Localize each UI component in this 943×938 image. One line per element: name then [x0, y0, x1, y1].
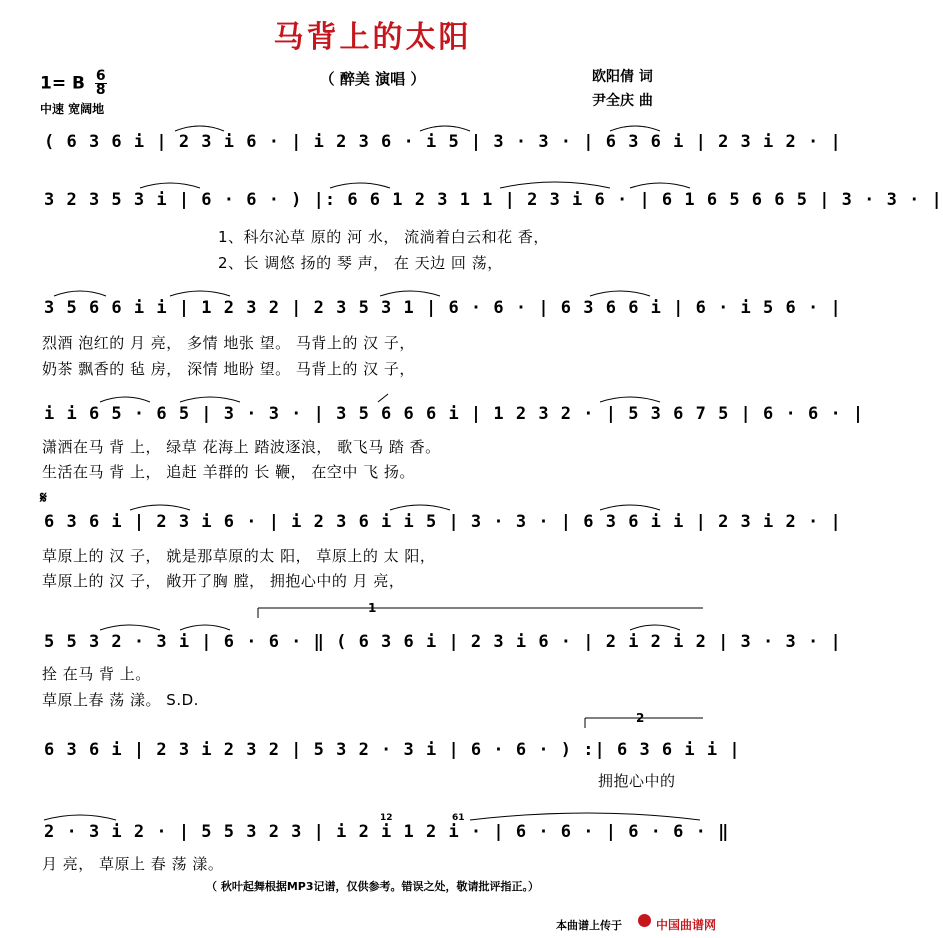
volta-2-label: 2	[636, 711, 645, 725]
grace-note-2: 61	[452, 813, 465, 823]
gliss-arrow	[378, 394, 388, 402]
singer-line: （ 醉美 演唱 ）	[319, 70, 426, 88]
slur-mark	[600, 505, 660, 510]
lyric-row-4-verse-1: 潇洒在马 背 上， 绿草 花海上 踏波逐浪， 歌飞马 踏 香。	[42, 438, 441, 456]
lyric-row-2-verse-1: 1、科尔沁草 原的 河 水， 流淌着白云和花 香，	[218, 228, 549, 246]
key-label: 1= B	[40, 73, 85, 94]
slur-mark	[600, 397, 660, 402]
upload-label: 本曲谱上传于	[556, 919, 622, 932]
composer-credit: 尹全庆 曲	[592, 93, 653, 109]
volta-1-label: 1	[368, 601, 377, 615]
lyric-row-3-verse-2: 奶茶 飘香的 毡 房， 深情 地盼 望。 马背上的 汉 子，	[42, 360, 415, 378]
notation-row-5: 6 3 6 i | 2 3 i 6 · | i 2 3 6 i i 5 | 3 · 3 · | 6 3 6 i i | 2 3 i 2 · |	[44, 512, 842, 532]
segno-sign: 𝄋	[40, 488, 47, 507]
slur-mark	[630, 625, 680, 630]
slur-mark	[170, 291, 230, 296]
tempo-marking: 中速 宽阔地	[40, 102, 105, 116]
site-brand: 中国曲谱网	[656, 918, 717, 932]
slur-mark	[590, 291, 650, 296]
grace-note-1: 12	[380, 813, 393, 823]
notation-row-1: ( 6 3 6 i | 2 3 i 6 · | i 2 3 6 · i 5 | 3 · 3 · | 6 3 6 i | 2 3 i 2 · |	[44, 132, 842, 152]
lyric-row-8-verse-1: 月 亮， 草原上 春 荡 漾。	[42, 855, 224, 873]
slur-mark	[130, 505, 190, 510]
slur-mark	[180, 625, 230, 630]
notation-row-2: 3 2 3 5 3 i | 6 · 6 · ) |: 6 6 1 2 3 1 1 | 2 3 i 6 · | 6 1 6 5 6 6 5 | 3 · 3 · |	[44, 190, 943, 210]
lyric-row-6-verse-2: 草原上春 荡 漾。 S.D.	[42, 691, 199, 709]
lyric-row-4-verse-2: 生活在马 背 上， 追赶 羊群的 长 鞭， 在空中 飞 扬。	[42, 463, 415, 481]
lyric-row-6-verse-1: 拴 在马 背 上。	[42, 665, 151, 683]
slur-mark	[140, 183, 200, 188]
time-numerator: 6	[95, 68, 106, 84]
slur-mark	[180, 397, 240, 402]
notation-row-6: 5 5 3 2 · 3 i | 6 · 6 · ‖ ( 6 3 6 i | 2 3 i 6 · | 2 i 2 i 2 | 3 · 3 · |	[44, 632, 842, 652]
lyric-row-3-verse-1: 烈酒 泡红的 月 亮， 多情 地张 望。 马背上的 汉 子，	[42, 334, 415, 352]
notation-row-4: i i 6 5 · 6 5 | 3 · 3 · | 3 5 6 6 6 i | 1 2 3 2 · | 5 3 6 7 5 | 6 · 6 · |	[44, 404, 865, 424]
slur-mark	[54, 291, 106, 296]
slur-mark	[175, 126, 224, 131]
lyric-row-2-verse-2: 2、长 调悠 扬的 琴 声， 在 天边 回 荡，	[218, 254, 503, 272]
slur-mark	[470, 813, 700, 820]
slur-mark	[100, 625, 160, 630]
time-denominator: 8	[95, 82, 106, 98]
song-title: 马背上的太阳	[273, 20, 472, 55]
lyricist-credit: 欧阳倩 词	[592, 69, 653, 85]
slur-mark	[390, 505, 450, 510]
slur-mark	[610, 126, 660, 131]
slur-mark	[420, 126, 470, 131]
transcription-note: （ 秋叶起舞根据MP3记谱，仅供参考。错误之处，敬请批评指正。）	[206, 880, 539, 893]
slur-mark	[500, 182, 610, 188]
slur-mark	[100, 397, 150, 402]
slur-mark	[380, 291, 440, 296]
slur-mark	[630, 183, 690, 188]
slur-mark	[330, 183, 390, 188]
lyric-row-5-verse-1: 草原上的 汉 子， 就是那草原的太 阳， 草原上的 太 阳，	[42, 547, 436, 565]
lyric-row-7-verse-1: 拥抱心中的	[598, 772, 676, 790]
notation-row-8: 2 · 3 i 2 · | 5 5 3 2 3 | i 2 i 1 2 i · | 6 · 6 · | 6 · 6 · ‖	[44, 822, 730, 842]
lyric-row-5-verse-2: 草原上的 汉 子， 敞开了胸 膛， 拥抱心中的 月 亮，	[42, 572, 405, 590]
notation-row-3: 3 5 6 6 i i | 1 2 3 2 | 2 3 5 3 1 | 6 · 6 · | 6 3 6 6 i | 6 · i 5 6 · |	[44, 298, 842, 318]
notation-row-7: 6 3 6 i | 2 3 i 2 3 2 | 5 3 2 · 3 i | 6 · 6 · ) :| 6 3 6 i i |	[44, 740, 741, 760]
slur-mark	[44, 815, 116, 820]
